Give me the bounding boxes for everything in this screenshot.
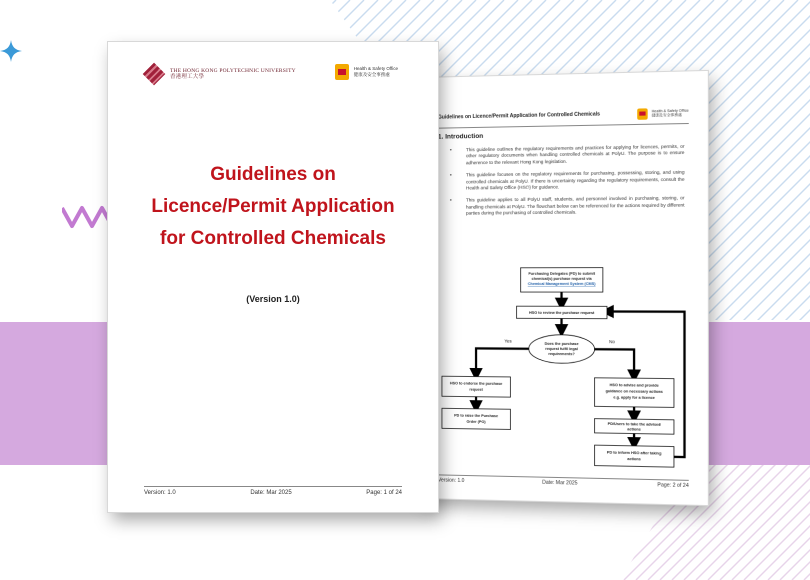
footer-page: Page: 1 of 24 [366,490,402,496]
bullet-item: • This guideline applies to all PolyU staff, students, and personnel involved in purchasing, storing, or handling chemicals at PolyU. The flowchart below can be referenced for the actions required by different parties during the purchasing of controlled chemicals. [450,196,685,218]
flow-raise-po-line: Order (PO) [466,419,486,425]
footer-page: Page: 2 of 24 [657,482,689,490]
flow-start-line: chemical(s) purchase request via [531,276,592,281]
flow-decision-line: requirements? [548,351,575,357]
flow-yes-label: Yes [504,338,512,344]
bullet-item: • This guideline outlines the regulatory requirements and practices for applying for licences, permits, or other regulatory documents when handling controlled chemicals at PolyU. The purpose is to ensure adherence to the relevant Hong Kong legislation. [450,144,685,167]
document-title [108,159,438,255]
hso-name [354,66,398,78]
title-line: Guidelines on [210,164,336,185]
title-line: Licence/Permit Application [151,196,395,217]
flow-take-action-line: actions [627,427,641,432]
polyu-logo [146,66,296,82]
polyu-name-en: THE HONG KONG POLYTECHNIC UNIVERSITY [170,67,296,74]
flow-inform-line: actions [627,456,641,462]
flow-decision-line: request fulfil legal [545,346,578,352]
hso-name-zh: 健康及安全事務處 [353,72,390,77]
footer-version: Version: 1.0 [437,477,465,485]
hso-logo-icon [335,64,349,80]
flow-take-action-line: PD/Users to take the advised [607,421,661,427]
polyu-name-zh: 香港理工大學 [170,74,205,80]
header-title: Guidelines on Licence/Permit Application for Controlled Chemicals [437,111,601,121]
flow-endorse-line: HSO to endorse the purchase [449,381,503,386]
polyu-emblem-icon [143,63,166,86]
footer-date: Date: Mar 2025 [250,490,292,496]
document-cover-page [108,42,438,512]
footer-date: Date: Mar 2025 [542,479,578,487]
flow-decision-line: Does the purchase [544,341,579,347]
flow-raise-po-line: PD to raise the Purchase [454,413,499,419]
flow-advise-line: HSO to advise and provide [609,383,659,388]
document-version: (Version 1.0) [246,294,300,304]
bullet-item: • This guideline focuses on the regulatory requirements for purchasing, possessing, storing, and using controlled chemicals at PolyU. If there is uncertainty regarding the regulatory requirements, consult the Health and Safety Office (HSO) for guidance. [450,170,685,192]
flow-start-line: Purchasing Delegates (PD) to submit [528,271,596,276]
flow-endorse-line: request [469,387,483,392]
page-footer [144,486,402,496]
flow-no-label: No [609,339,615,345]
flow-review-text: HSO to review the purchase request [529,310,595,316]
title-line: for Controlled Chemicals [160,228,386,249]
flow-advise-line: e.g. apply for a licence [613,395,655,400]
flow-start-line: Chemical Management System (CMS) [527,281,596,286]
footer-version: Version: 1.0 [144,490,176,496]
flow-inform-line: PD to inform HSO after taking [606,450,662,456]
sparkle-icon [0,40,22,62]
flow-advise-line: guidance on necessary actions [605,389,663,394]
hso-name-zh: 健康及安全事務處 [651,112,682,118]
hso-name-en: Health & Safety Office [353,66,398,71]
hso-name-en: Health & Safety Office [651,108,689,113]
document-page-2 [420,71,708,505]
polyu-name [170,68,296,81]
section-heading: 1. Introduction [437,132,484,141]
hso-logo [335,64,398,80]
flowchart [420,71,708,505]
